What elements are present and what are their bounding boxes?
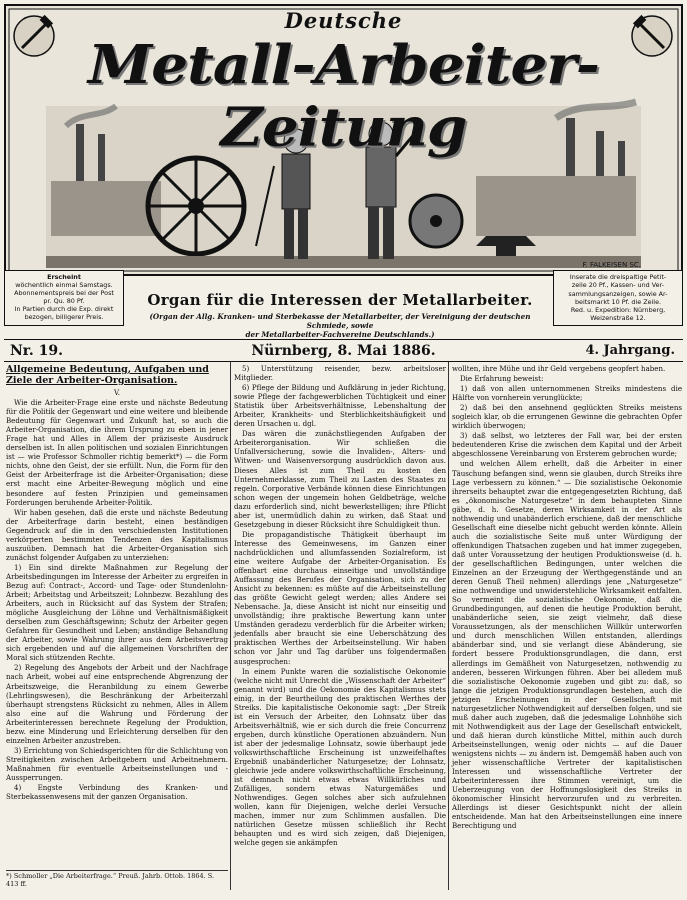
paragraph: Wie die Arbeiter-Frage eine erste und nächste Bedeutung für die Politik der Gegenwart und eine weitere und bleibende Bedeutung für Gegenwart und Zukunft hat, so auch die Arbeiter-Organisation, die ihrem Ursprung zu eben in jener Frage hat und Alles in Allem der präziseste Ausdruck derselben ist. In allen politischen und sozialen Einrichtungen ist — wie Professor Schmoller richtig bemerkt*) — die Form nichts, ohne den Geist, der sie erfüllt. Nun, die Form für den Geist der Arbeiterfrage ist die Arbeiter-Organisation; diese erst macht eine Arbeiter-Bewegung möglich und eine besondere auf festen Prinzipien und gemeinsamen Forderungen beruhende Arbeiter-Politik. [6,398,228,507]
info-line: zeile 20 Pf., Kassen- und Ver- [571,281,665,290]
paragraph: 4) Engste Verbindung des Kranken- und Sterbekassenwesens mit der ganzen Organisation. [6,783,228,802]
info-line: Abonnementspreis bei der Post [14,289,114,297]
paragraph: 2) daß bei den ansehnend geglückten Streiks meistens sogleich klar, ob die errungenen Gewinne die gebrachten Opfer wirklich überwogen; [452,403,682,431]
article-headline: Allgemeine Bedeutung, Aufgaben und Ziele der Arbeiter-Organisation. [6,364,209,386]
info-line: Weizenstraße 12. [590,314,646,323]
article-section-number: V. [113,388,121,397]
article-column-1 [6,364,228,802]
organ-subtitle-line: der Metallarbeiter-Fachvereine Deutschlands.) [245,330,435,339]
paragraph: wollten, ihre Mühe und ihr Geld vergebens geopfert haben. [452,364,666,373]
organ-subtitle-line: (Organ der Allg. Kranken- und Sterbekasse der Metallarbeiter, der Vereinigung der deutschen Schmiede, sowie [149,312,531,330]
info-line: sammlungsanzeigen, sowie Ar- [568,289,668,298]
subscription-info-box [4,270,124,326]
footnote: *) Schmoller „Die Arbeiterfrage.“ Preuß. Jahrb. Ottob. 1864. S. 413 ff. [6,870,228,888]
info-line: In Partien durch die Exp. direkt [14,305,114,313]
paragraph: 3) Errichtung von Schiedsgerichten für die Schlichtung von Streitigkeiten zwischen Arbeitgebern und Arbeitnehmern. Maßnahmen für eventuelle Arbeitseinstellungen und -Aussperrungen. [6,745,228,782]
info-line: beitsmarkt 10 Pf. die Zeile. [574,297,662,306]
divider [4,361,683,362]
organ-subtitle [130,312,550,339]
masthead [4,4,683,276]
info-line: wöchentlich einmal Samstags. [15,281,113,289]
article-column-2 [234,364,446,848]
article-column-3 [452,364,682,831]
organ-title: Organ für die Interessen der Metallarbeiter. [147,291,533,309]
masthead-title: Metall-Arbeiter-Zeitung [88,33,599,159]
info-line: Erscheint [47,273,81,281]
paragraph: In einem Punkte waren die sozialistische Oekonomie (welche nicht mit Unrecht die „Wissenschaft der Arbeiter“ genannt wird) und die Oekonomie des Kapitalismus stets einig, in der Beurtheilung des praktischen Werthes der Streiks. Die kapitalistische Oekonomie sagt: „Der Streik ist ein Versuch der Arbeiter, den Lohnsatz über das Arbeitsverhältniß, wie er sich durch die freie Concurrenz ergeben, durch künstliche Operationen abzuändern. Nun ist aber der jedesmalige Lohnsatz, sowie überhaupt jede volkswirthschaftliche Erscheinung ist unzweifelhaftes Ergebniß unabänderlicher Naturgesetze; der Lohnsatz, gleichwie jede andere volkswirthschaftliche Erscheinung, ist demnach nicht etwas etwas Willkürliches und Zufälliges, sondern etwas Naturgemäßes und Nothwendiges. Gegen solches aber sich aufzulehnen wollen, kann für Diejenigen, welche derlei Versuche machen, immer nur zum Schlimmen ausfallen. Die natürlichen Gesetze müssen schließlich ihr Recht behaupten und es wird sich zeigen, daß Diejenigen, welche gegen sie ankämpfen [234,666,446,848]
paragraph: Die Erfahrung beweist: [460,374,544,384]
paragraph: Das wären die zunächstliegenden Aufgaben der Arbeiterorganisation. Wir schließen die Unfallversicherung, sowie die Invaliden-, Alters- und Witwen- und Waisenversorgung ausdrücklich davon aus. Dieses Alles ist zum Theil zu kosten den Unternehmerklasse, zum Theil zu Lasten des Staates zu regeln. Corporative Verbände können diese Einrichtungen schon wegen der ungemein hohen Geldbeträge, welche dazu erforderlich sind, nicht bewerkstelligen; ihre Pflicht aber ist, unermüdlich dahin zu wirken, daß Staat und Gesetzgebung in dieser Rücksicht ihre Schuldigkeit thun. [234,429,446,529]
paragraph: Die propagandistische Thätigkeit überhaupt im Interesse des Gemeinwesens, im Ganzen einer nachdrücklichen und allumfassenden Sozialreform, ist eine weitere Aufgabe der Arbeiter-Organisation. Es offenbart eine durchaus einseitige und unvollständige Auffassung des Berufes der Organisation, sich zu der Ansicht zu bekennen: es müßte auf die Arbeitseinstellung das größte Gewicht gelegt werden; alles Andere sei Nebensache. Ja, diese Ansicht ist nicht nur einseitig und unvollständig; ihre praktische Bewertung kann unter Umständen geradezu verderblich für die Arbeiter wirken; jedenfalls aber braucht sie eine Ueberschätzung des praktischen Werthes der Arbeitseinstellung. Wir haben schon vor Jahr und Tag darüber uns folgendermaßen ausgesprochen: [234,529,446,666]
paragraph: 6) Pflege der Bildung und Aufklärung in jeder Richtung, sowie Pflege der fachgewerblichen Tüchtigkeit und einer Statistik über Arbeitsverhältnisse, Lebenshaltung der Arbeiter, Krankheits- und Sterblichkeitshäufigkeit und deren Ursachen u. dgl. [234,383,446,429]
masthead-title-prefix: Deutsche [284,8,403,33]
issue-year: 4. Jahrgang. [585,343,675,358]
paragraph: Wir haben gesehen, daß die erste und nächste Bedeutung der Arbeiterfrage darin besteht, einen beständigen Gegendruck auf die in den verschiedensten Institutionen verkörperten bestimmten Tendenzen des Kapitalismus auszuüben. Demnach hat die Arbeiter-Organisation sich zunächst folgender Aufgaben zu unterziehen: [6,507,228,562]
column-divider [448,362,449,890]
info-line: Red. u. Expedition: Nürnberg, [570,306,666,315]
paragraph: 1) daß von allen unternommenen Streiks mindestens die Hälfte von vornherein verunglückte; [452,384,682,403]
paragraph: 1) Ein sind direkte Maßnahmen zur Regelung der Arbeitsbedingungen im Interesse der Arbeiter zu ergreifen in Bezug auf: Contract-, Accord- und Tage- oder Stundenlohn-Arbeit; Arbeitstag und Arbeitszeit; Lohnbezw. Bezahlung des Arbeiters, auch in Rücksicht auf das System der Strafen; mögliche Ausgleichung der Löhne und Verhältnismäßigkeit derselben zum Geschäftsgewinn; Schutz der Arbeiter gegen Gefahren für Gesundheit und Leben; anständige Behandlung der Arbeiter, sowie Wahrung ihrer aus dem Arbeitsvertrag sich ergebenden und auf die allgemeinen Vorschriften der Moral sich stützenden Rechte. [6,562,228,663]
column-divider [230,362,231,890]
info-line: bezogen, billigerer Preis. [24,313,104,321]
paragraph: 5) Unterstützung reisender, bezw. arbeitsloser Mitglieder. [234,364,446,383]
paragraph: und welchen Allem erhellt, daß die Arbeiter in einer Täuschung befangen sind, wenn sie glauben, durch Streiks ihre Lage verbessern zu können.“ — Die sozialistische Oekonomie ihrerseits behauptet zwar die entgegengesetzten Richtung, daß es „ökonomische Naturgesetze“ in dem behaupteten Sinne gäbe, d. h. Gesetze, deren Wirksamkeit in der Art als nothwendig und unabänderlich erschiene, daß der menschliche Gesellschaft eine dieselbe nicht gebucht werden könnte. Allein auch die sozialistische Seite muß unter Würdigung der offenkundigen Thatsachen zugeben und hat immer zugegeben, daß unter Voraussetzung der heutigen Produktionsweise (d. h. der gesellschaftlichen Bedingungen, unter welchen die Einzelnen an der Erzeugung der Werthgegenstände und an deren Genuß Theil nehmen) allerdings jene „Naturgesetze“ eine nothwendige und unwiderstehliche Wirksamkeit entfalten. So vermeint die sozialistische Oekonomie, daß die Grundbedingungen, auf denen die heutige Produktion beruht, unabänderliche seien, sie zeigt vielmehr, daß diese Voraussetzungen, als der menschlichen Willkür unterworfen und durch menschlichen Willen entstanden, allerdings abänderbar sind, und sie verlangt diese Abänderung, sie fordert bessere Produktionsgrundlagen, die dann, erst allerdings im Gemäßheit von Naturgesetzen, nothwendig zu anderen, besseren Wirkungen führen. Aber bei alledem muß die sozialistische Oekonomie zugeben und gibt zu: daß, so lange die jetzigen Produktionsgrundlagen bestehen, auch die jetzigen Erscheinungen in der Gesellschaft mit naturgesetzlicher Nothwendigkeit auf derselben folgen, und sie muß daher auch zugeben, daß die jedesmalige Lohnhöhe sich mit Nothwendigkeit aus der Lage der Gesellschaft entwickelt, und daß hieran durch künstliche Mittel, mithin auch durch Arbeitseinstellungen, wenig oder nichts — auf die Dauer wenigstens nichts — zu ändern ist. Demgemäß haben auch von jeher wissenschaftliche Vertreter der kapitalistischen Interessen und wissenschaftliche Vertreter der Arbeiterinteressen ihre Stimmen vereinigt, um die Ueberzeugung von der Hoffnungslosigkeit des Streiks in ökonomischer Hinsicht hervorzurufen und zu verbreiten. Allerdings ist dieser Gesichtspunkt nicht der allein entscheidende. Man hat den Arbeitseinstellungen eine innere Berechtigung und [452,459,682,831]
paragraph: 2) Regelung des Angebots der Arbeit und der Nachfrage nach Arbeit, wobei auf eine entsprechende Abgrenzung der Arbeitszweige, die Heranbildung zu einem Gewerbe (Lehrlingswesen), die Beschränkung der Arbeiterzahl überhaupt strengstens Rücksicht zu nehmen, Alles in Allem also eine auf die Wahrung und Förderung der Arbeiterinteressen berechnete Regelung der Produktion, bezw. eine Minderung und Erleichterung derselben für den einzelnen Arbeiter anzustreben. [6,663,228,745]
engraver-signature: F. FALKEISEN SC. [582,261,641,269]
info-line: Inserate die dreispaltige Petit- [569,273,667,281]
issue-date: Nürnberg, 8. Mai 1886. [251,343,436,359]
issue-line [6,343,681,359]
divider [4,339,683,340]
advertising-info-box [553,270,683,326]
paragraph: 3) daß selbst, wo letzteres der Fall war, bei der ersten bedeutenderen Krise die zwischen dem Kapital und der Arbeit abgeschlossene Vereinbarung von Ersterem gebrochen wurde; [452,431,682,459]
issue-number: Nr. 19. [10,343,63,359]
info-line: pr. Qu. 80 Pf. [43,297,85,305]
